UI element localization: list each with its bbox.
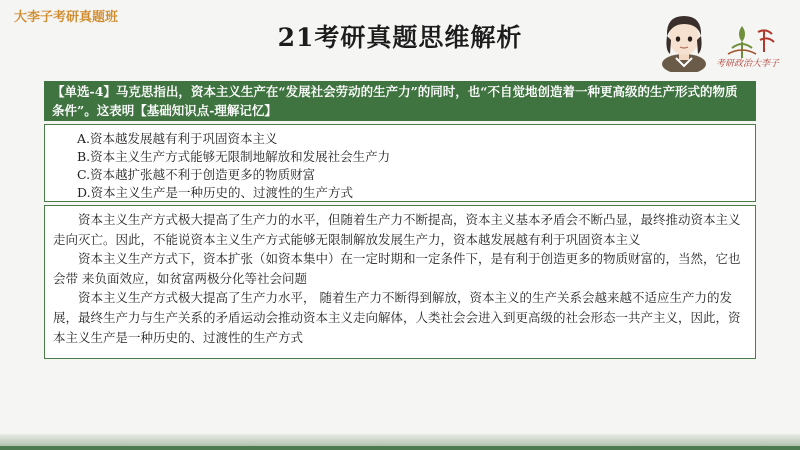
option-d[interactable]: D.资本主义生产是一种历史的、过渡性的生产方式 [77, 185, 354, 200]
option-b[interactable]: B.资本主义生产方式能够无限制地解放和发展社会生产力 [77, 149, 391, 164]
analysis-paragraph: 资本主义生产方式极大提高了生产力水平， 随着生产力不断得到解放，资本主义的生产关系会越来越不适应生产力的发展，最终生产力与生产关系的矛盾运动会推动资本主义走向解体，人类社会会进入到更高级的社会形态一共产主义，因此，资本主义生产是一种历史的、过渡性的生产方式 [53, 290, 741, 345]
page-title: 21考研真题思维解析 [277, 23, 523, 52]
analysis-paragraph: 资本主义生产方式下，资本扩张（如资本集中）在一定时期和一定条件下，是有利于创造更多的物质财富的，当然，它也会带 来负面效应，如贫富两极分化等社会问题 [53, 251, 741, 286]
avatar [654, 10, 714, 72]
analysis-box [44, 205, 756, 359]
footer-line [0, 446, 800, 450]
brand-logo-text: 考研政治大李子 [716, 59, 780, 69]
question-stem: 【单选-4】马克思指出，资本主义生产在“发展社会劳动的生产力”的同时，也“不自觉地创造着一种更高级的生产形式的物质条件”。这表明【基础知识点-理解记忆】 [44, 81, 756, 121]
option-c[interactable]: C.资本越扩张越不利于创造更多的物质财富 [77, 167, 316, 182]
analysis-paragraph: 资本主义生产方式极大提高了生产力的水平，但随着生产力不断提高，资本主义基本矛盾会不断凸显，最终推动资本主义走向灭亡。因此，不能说资本主义生产方式能够无限制解放发展生产力，资本越发展越有利于巩固资本主义 [53, 212, 741, 247]
options-box [44, 124, 756, 202]
option-a[interactable]: A.资本越发展越有利于巩固资本主义 [77, 131, 278, 146]
channel-name: 大李子考研真题班 [14, 10, 119, 25]
